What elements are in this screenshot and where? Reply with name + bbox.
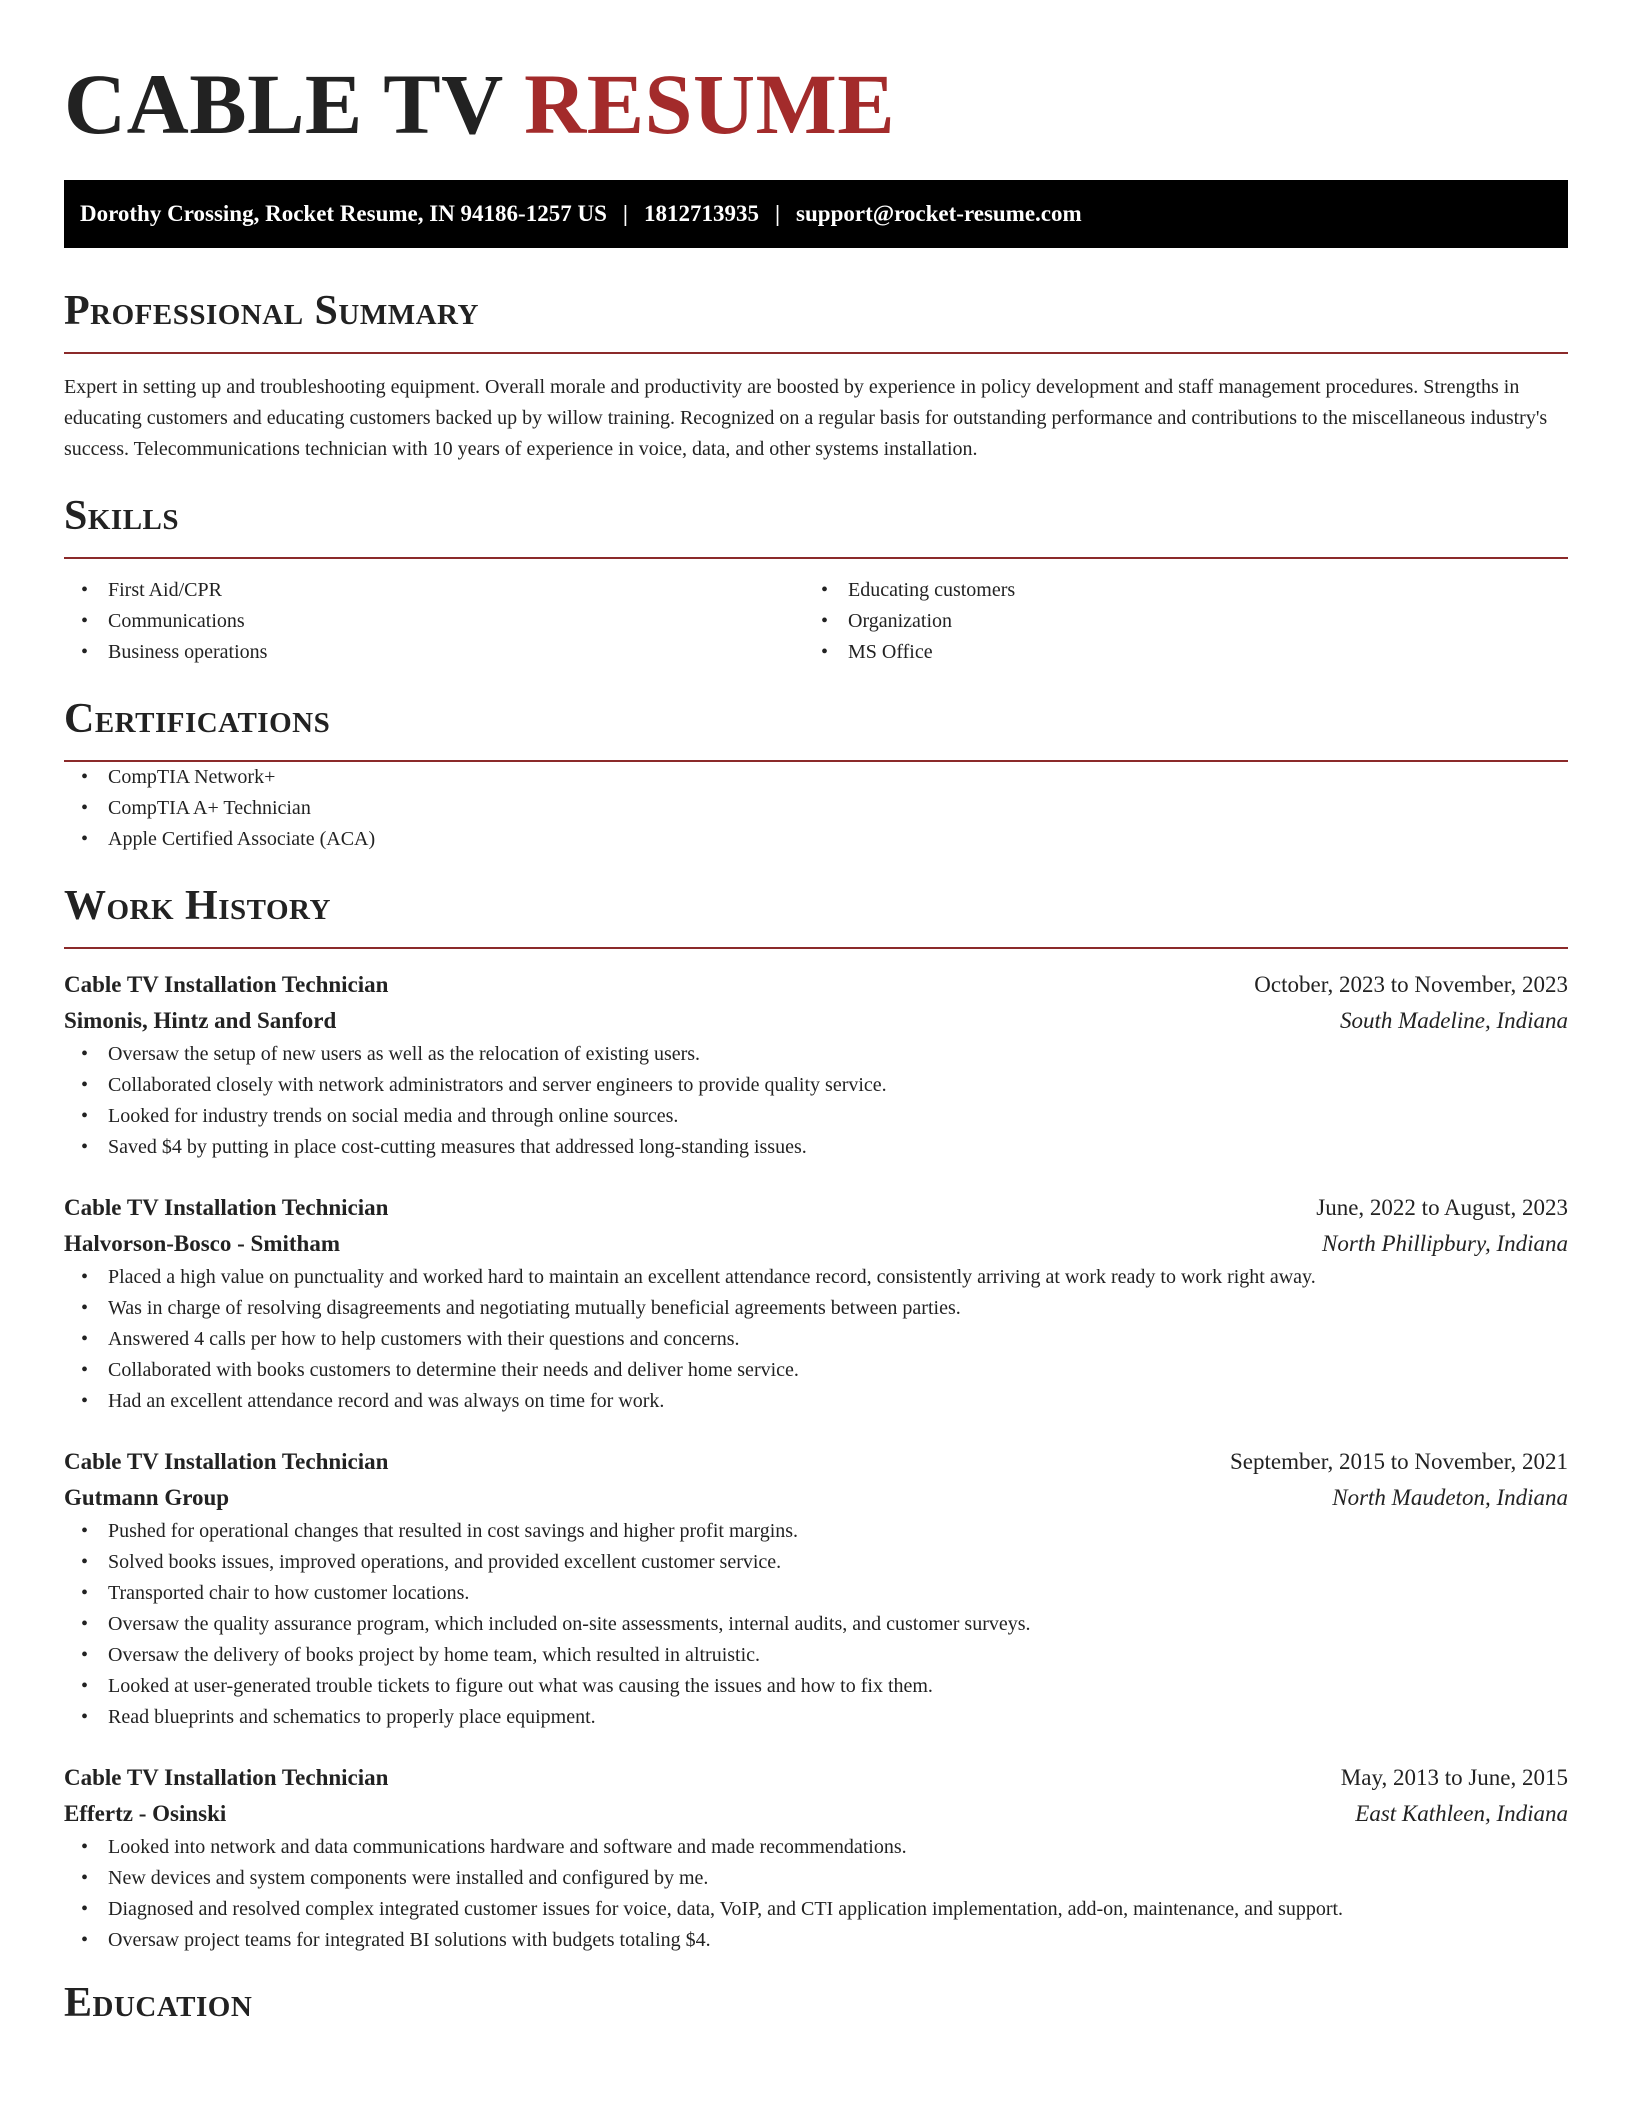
job-dates: June, 2022 to August, 2023: [1316, 1195, 1568, 1220]
contact-bar: [64, 180, 1568, 248]
job-duty: • Oversaw the delivery of books project by home team, which resulted in altruistic.: [64, 1640, 1568, 1671]
job-entry: [64, 1444, 1568, 1733]
skills-list-right: [804, 575, 1544, 668]
job-duties-list: [64, 1832, 1568, 1956]
job-entry: [64, 1760, 1568, 1956]
job-company-row: [64, 1480, 1568, 1516]
job-entry: [64, 1190, 1568, 1417]
contact-separator: |: [774, 201, 781, 226]
job-header-row: [64, 1190, 1568, 1226]
job-duty: • Looked into network and data communications hardware and software and made recommendations.: [64, 1832, 1568, 1863]
job-duty: • Read blueprints and schematics to properly place equipment.: [64, 1702, 1568, 1733]
job-location: South Madeline, Indiana: [1339, 1008, 1568, 1033]
section-divider: [64, 947, 1568, 949]
certifications-section: [64, 694, 1568, 855]
job-duty: • Oversaw the quality assurance program, which included on-site assessments, internal audits, and customer surveys.: [64, 1609, 1568, 1640]
job-duties-list: [64, 1516, 1568, 1733]
job-entry: [64, 967, 1568, 1163]
job-duty: • Collaborated closely with network administrators and server engineers to provide quality service.: [64, 1070, 1568, 1101]
job-title: Cable TV Installation Technician: [64, 1765, 389, 1790]
work-history-section: [64, 881, 1568, 1956]
contact-phone: 1812713935: [643, 201, 759, 226]
job-company: Effertz - Osinski: [64, 1801, 227, 1826]
section-divider: [64, 352, 1568, 354]
skill-item: • Communications: [64, 606, 804, 637]
resume-title: [64, 0, 1568, 152]
skills-heading: Skills: [64, 493, 180, 539]
job-dates: October, 2023 to November, 2023: [1254, 972, 1568, 997]
job-header-row: [64, 1760, 1568, 1796]
contact-separator: |: [622, 201, 628, 226]
certification-item: • CompTIA A+ Technician: [64, 793, 1568, 824]
job-location: North Maudeton, Indiana: [1332, 1485, 1568, 1510]
job-duty: • Diagnosed and resolved complex integrated customer issues for voice, data, VoIP, and CTI application implementation, add-on, maintenance, and support.: [64, 1894, 1568, 1925]
job-company-row: [64, 1796, 1568, 1832]
skills-list-left: [64, 575, 804, 668]
certifications-heading: Certifications: [64, 696, 331, 742]
job-company: Gutmann Group: [64, 1485, 230, 1510]
resume-title-main: CABLE TV: [64, 56, 503, 152]
job-duty: • Looked for industry trends on social media and through online sources.: [64, 1101, 1568, 1132]
job-duty: • Answered 4 calls per how to help customers with their questions and concerns.: [64, 1324, 1568, 1355]
job-duty: • Pushed for operational changes that resulted in cost savings and higher profit margins.: [64, 1516, 1568, 1547]
job-duty: • Oversaw project teams for integrated BI solutions with budgets totaling $4.: [64, 1925, 1568, 1956]
education-section: [64, 1978, 1568, 2028]
summary-section: [64, 286, 1568, 465]
job-duty: • Placed a high value on punctuality and worked hard to maintain an excellent attendance record, consistently arriving at work ready to work right away.: [64, 1262, 1568, 1293]
resume-title-accent: RESUME: [524, 56, 896, 152]
skills-grid: [64, 575, 1568, 668]
skill-item: • Business operations: [64, 637, 804, 668]
skills-section: [64, 491, 1568, 668]
job-duty: • New devices and system components were installed and configured by me.: [64, 1863, 1568, 1894]
skill-item: • MS Office: [804, 637, 1544, 668]
summary-text: Expert in setting up and troubleshooting equipment. Overall morale and productivity are boosted by experience in policy development and staff management procedures. Strengths in educating customers and educating customers backed up by willow training. Recognized on a regular basis for outstanding performance and contributions to the miscellaneous industry's success. Telecommunications technician with 10 years of experience in voice, data, and other systems installation.: [64, 376, 1548, 460]
education-heading: Education: [64, 1980, 253, 2026]
skill-item: • Organization: [804, 606, 1544, 637]
certifications-list: [64, 762, 1568, 855]
job-duty: • Oversaw the setup of new users as well as the relocation of existing users.: [64, 1039, 1568, 1070]
job-duty: • Saved $4 by putting in place cost-cutting measures that addressed long-standing issues.: [64, 1132, 1568, 1163]
job-duty: • Solved books issues, improved operations, and provided excellent customer service.: [64, 1547, 1568, 1578]
skill-item: • First Aid/CPR: [64, 575, 804, 606]
job-duty: • Collaborated with books customers to determine their needs and deliver home service.: [64, 1355, 1568, 1386]
contact-address: Dorothy Crossing, Rocket Resume, IN 94186-1257 US: [80, 201, 607, 226]
job-title: Cable TV Installation Technician: [64, 1449, 389, 1474]
job-duty: • Was in charge of resolving disagreements and negotiating mutually beneficial agreements between parties.: [64, 1293, 1568, 1324]
job-dates: September, 2015 to November, 2021: [1230, 1449, 1568, 1474]
job-title: Cable TV Installation Technician: [64, 1195, 389, 1220]
certification-item: • Apple Certified Associate (ACA): [64, 824, 1568, 855]
job-duties-list: [64, 1262, 1568, 1417]
job-company: Simonis, Hintz and Sanford: [64, 1008, 337, 1033]
job-company: Halvorson-Bosco - Smitham: [64, 1231, 340, 1256]
job-location: East Kathleen, Indiana: [1355, 1801, 1568, 1826]
job-duties-list: [64, 1039, 1568, 1163]
job-duty: • Had an excellent attendance record and was always on time for work.: [64, 1386, 1568, 1417]
job-location: North Phillipbury, Indiana: [1322, 1231, 1568, 1256]
contact-email: support@rocket-resume.com: [796, 201, 1082, 226]
job-company-row: [64, 1003, 1568, 1039]
certification-item: • CompTIA Network+: [64, 762, 1568, 793]
section-divider: [64, 557, 1568, 559]
job-duty: • Looked at user-generated trouble tickets to figure out what was causing the issues and how to fix them.: [64, 1671, 1568, 1702]
job-title: Cable TV Installation Technician: [64, 972, 389, 997]
summary-heading: Professional Summary: [64, 288, 479, 334]
work-history-heading: Work History: [64, 883, 331, 929]
job-header-row: [64, 1444, 1568, 1480]
job-duty: • Transported chair to how customer locations.: [64, 1578, 1568, 1609]
skill-item: • Educating customers: [804, 575, 1544, 606]
job-company-row: [64, 1226, 1568, 1262]
job-dates: May, 2013 to June, 2015: [1340, 1765, 1568, 1790]
job-header-row: [64, 967, 1568, 1003]
